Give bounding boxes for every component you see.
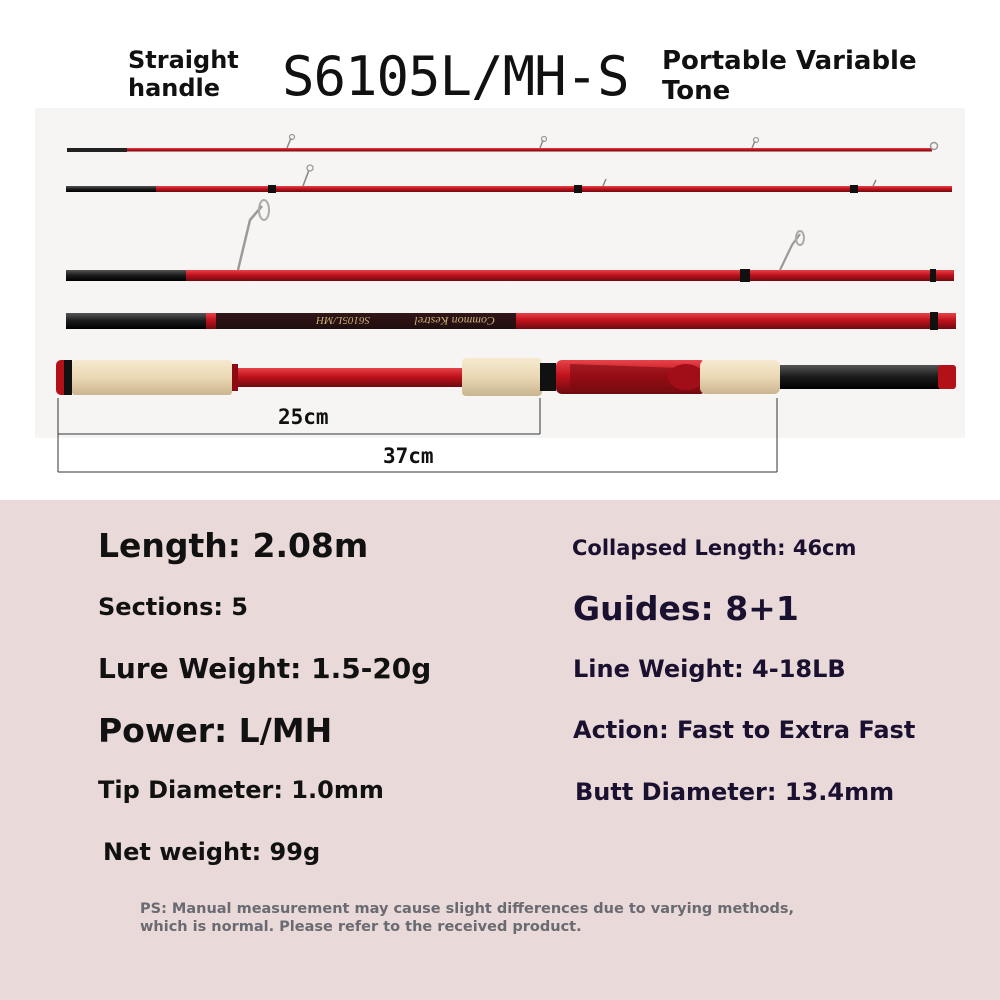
dimension-37cm-label: 37cm <box>383 444 434 468</box>
feature-label: Portable Variable Tone <box>662 46 917 106</box>
spec-action: Action: Fast to Extra Fast <box>573 716 916 744</box>
blank-brand-text: Common Kestrel <box>414 314 495 328</box>
rod-section-4 <box>66 312 956 330</box>
spec-power: Power: L/MH <box>98 711 333 750</box>
rod-section-1 <box>67 135 938 153</box>
model-title: S6105L/MH-S <box>282 45 629 108</box>
spec-collapsed-length: Collapsed Length: 46cm <box>572 536 857 560</box>
spec-sections: Sections: 5 <box>98 593 248 621</box>
rod-section-2 <box>66 165 952 193</box>
spec-net-weight: Net weight: 99g <box>103 838 321 866</box>
spec-lure-weight: Lure Weight: 1.5-20g <box>98 652 432 685</box>
spec-line-weight: Line Weight: 4-18LB <box>573 655 846 683</box>
spec-tip-diameter: Tip Diameter: 1.0mm <box>98 776 384 804</box>
rod-section-3 <box>66 200 954 282</box>
rod-section-5-handle <box>56 358 956 396</box>
measurement-disclaimer: PS: Manual measurement may cause slight differences due to varying methods, which is normal. Please refer to the received product. <box>140 901 795 935</box>
spec-guides: Guides: 8+1 <box>573 589 799 628</box>
spec-length: Length: 2.08m <box>98 526 369 565</box>
spec-butt-diameter: Butt Diameter: 13.4mm <box>575 778 895 806</box>
blank-model-text: S6105L/MH <box>316 314 370 326</box>
dimension-25cm-label: 25cm <box>278 405 329 429</box>
handle-type-label: Straight handle <box>128 46 239 102</box>
